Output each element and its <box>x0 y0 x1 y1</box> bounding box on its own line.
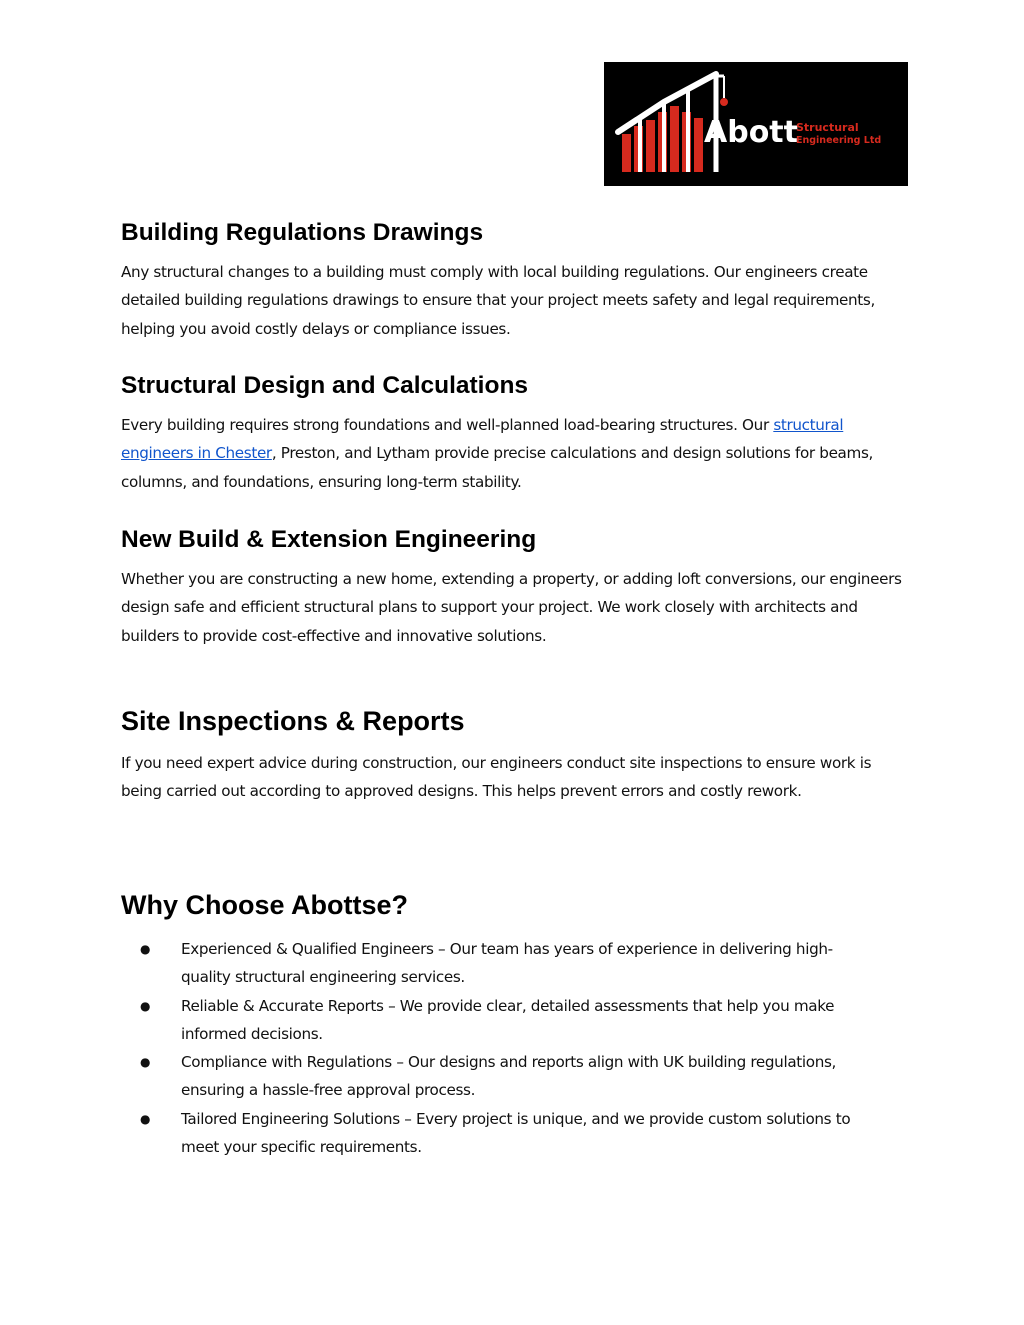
paragraph-site-inspections: If you need expert advice during construction, our engineers conduct site inspections to ensure work is being carried out according to approved designs. This helps prevent errors and costly rework. <box>121 754 872 801</box>
logo-line2: Engineering Ltd <box>796 135 882 146</box>
bullet-icon: ● <box>140 942 151 956</box>
logo-name: Abott <box>704 115 798 150</box>
structural-engineers-chester-link[interactable]: structural engineers in Chester <box>121 416 844 463</box>
heading-why-choose: Why Choose Abottse? <box>121 890 408 920</box>
paragraph-structural-design <box>121 411 911 496</box>
bullet-icon: ● <box>140 998 151 1013</box>
heading-building-regulations: Building Regulations Drawings <box>121 219 484 246</box>
company-logo <box>604 62 908 186</box>
heading-new-build: New Build & Extension Engineering <box>121 526 537 553</box>
list-item-text: Experienced & Qualified Engineers – Our team has years of experience in delivering high-quality structural engineering services. <box>181 940 833 987</box>
benefits-list <box>121 935 911 1161</box>
paragraph-text-after-link: , Preston, and Lytham provide precise calculations and design solutions for beams, columns, and foundations, ensuring long-term stability. <box>121 444 874 491</box>
logo-graphic <box>604 62 908 186</box>
bullet-icon: ● <box>140 1111 151 1126</box>
list-item <box>121 935 881 992</box>
list-item <box>121 1048 881 1105</box>
bullet-icon: ● <box>140 1055 151 1070</box>
heading-site-inspections: Site Inspections & Reports <box>121 706 465 736</box>
list-item-text: Tailored Engineering Solutions – Every project is unique, and we provide custom solutions to meet your specific requirements. <box>181 1109 851 1157</box>
paragraph-building-regulations: Any structural changes to a building must comply with local building regulations. Our engineers create detailed building regulations drawings to ensure that your project meets safety and legal requirements, helping you avoid costly delays or compliance issues. <box>121 263 875 338</box>
heading-structural-design: Structural Design and Calculations <box>121 372 529 399</box>
paragraph-text-before-link: Every building requires strong foundations and well-planned load-bearing structures. Our <box>121 416 774 434</box>
paragraph-new-build: Whether you are constructing a new home, extending a property, or adding loft conversions, our engineers design safe and efficient structural plans to support your project. We work closely with architects and builders to provide cost-effective and innovative solutions. <box>121 570 902 645</box>
list-item-text: Reliable & Accurate Reports – We provide clear, detailed assessments that help you make informed decisions. <box>181 996 835 1043</box>
list-item <box>121 1105 881 1162</box>
logo-line1: Structural <box>796 121 859 134</box>
list-item <box>121 992 881 1049</box>
list-item-text: Compliance with Regulations – Our designs and reports align with UK building regulations, ensuring a hassle-free approval process. <box>181 1053 837 1100</box>
